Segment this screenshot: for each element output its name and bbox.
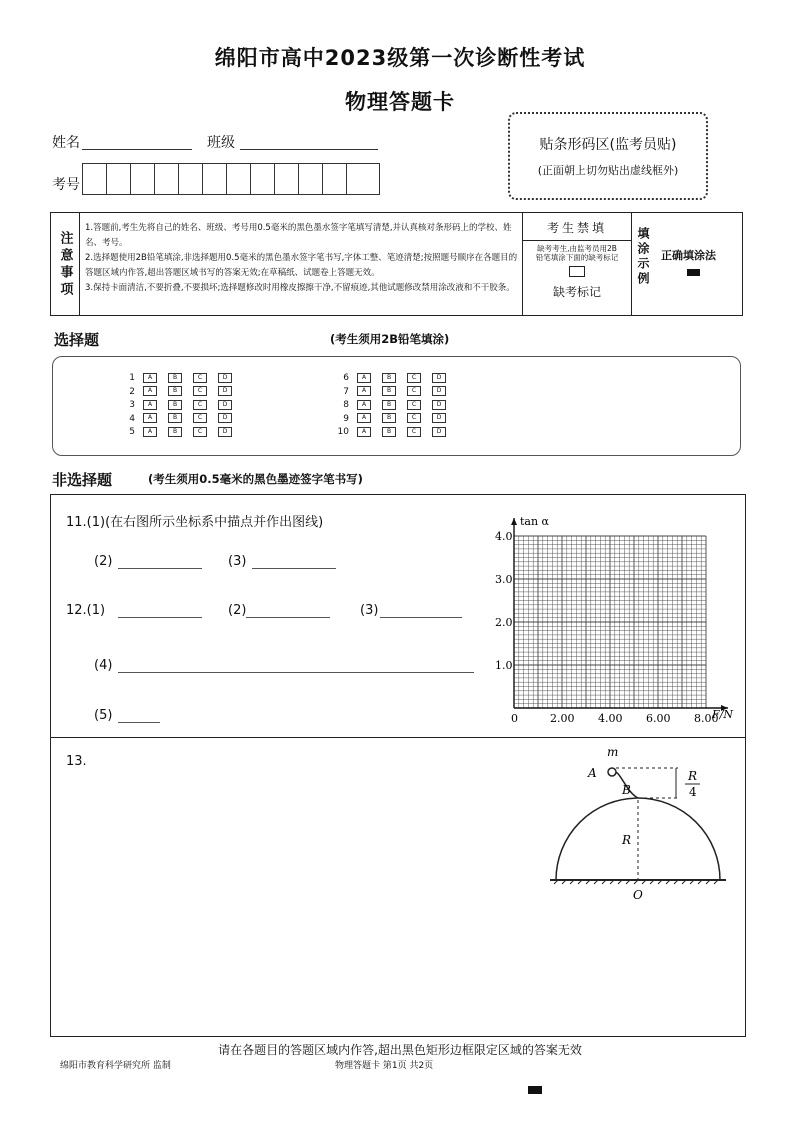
notice-item: 1.答题前,考生先将自己的姓名、班级、考号用0.5毫米的黑色墨水签字笔填写清楚,并认真核对条形码上的学校、姓名、考号。 [85, 223, 512, 248]
choice-row: 3 A B C D [121, 399, 243, 413]
label-b: B [622, 783, 631, 797]
footer-warning: 请在各题目的答题区域内作答,超出黑色矩形边框限定区域的答案无效 [218, 1043, 582, 1057]
bubble-c[interactable]: C [407, 427, 421, 437]
footer-page: 物理答题卡 第1页 共2页 [335, 1061, 434, 1071]
bubble-b[interactable]: B [382, 373, 396, 383]
bubble-c[interactable]: C [407, 400, 421, 410]
q12-part4-blank[interactable] [118, 657, 474, 673]
filled-mark-sample [687, 269, 700, 276]
bubble-d[interactable]: D [218, 400, 232, 410]
label-m: m [607, 745, 619, 759]
absent-note: 缺考考生,由监考员用2B铅笔填涂下面的缺考标记 [535, 244, 619, 262]
choice-row: 7 A B C D [335, 386, 457, 400]
q12-part2-label: (2) [228, 603, 247, 618]
bubble-d[interactable]: D [218, 427, 232, 437]
name-label: 姓名 [52, 135, 80, 151]
bubble-a[interactable]: A [143, 400, 157, 410]
bubble-b[interactable]: B [382, 427, 396, 437]
choice-row: 2 A B C D [121, 386, 243, 400]
ball-m [608, 768, 616, 776]
choice-answer-area [52, 356, 741, 456]
y-tick-label: 2.0 [495, 616, 513, 629]
y-tick-label: 4.0 [495, 530, 513, 543]
class-field[interactable] [240, 148, 378, 150]
bubble-a[interactable]: A [357, 386, 371, 396]
bubble-a[interactable]: A [143, 373, 157, 383]
label-r: R [622, 833, 632, 847]
bubble-d[interactable]: D [218, 386, 232, 396]
barcode-area [508, 112, 708, 200]
absent-cell [522, 213, 632, 315]
bubble-c[interactable]: C [407, 386, 421, 396]
notice-box [50, 212, 743, 316]
q12-part5-label: (5) [94, 708, 113, 723]
bubble-b[interactable]: B [168, 413, 182, 423]
bubble-c[interactable]: C [193, 400, 207, 410]
answer-sheet-title: 物理答题卡 [345, 90, 455, 114]
q12-part1-blank[interactable] [118, 602, 202, 618]
correct-fill-label: 正确填涂法 [661, 249, 716, 262]
choice-row: 9 A B C D [335, 413, 457, 427]
bubble-a[interactable]: A [357, 373, 371, 383]
choice-row: 6 A B C D [335, 372, 457, 386]
choice-instruction: (考生须用2B铅笔填涂) [330, 332, 450, 346]
exam-title: 绵阳市高中2023级第一次诊断性考试 [214, 46, 586, 70]
bubble-c[interactable]: C [407, 373, 421, 383]
fill-example-heading: 填涂示例 [636, 227, 650, 287]
exam-number-boxes[interactable] [82, 163, 380, 195]
label-r4-denominator: 4 [689, 785, 697, 799]
q12-part5-blank[interactable] [118, 707, 160, 723]
footer-org: 绵阳市教育科学研究所 监制 [60, 1061, 171, 1071]
bubble-a[interactable]: A [143, 427, 157, 437]
bubble-d[interactable]: D [218, 373, 232, 383]
choice-row: 4 A B C D [121, 413, 243, 427]
choice-row: 1 A B C D [121, 372, 243, 386]
x-tick-label: 0 [511, 712, 518, 725]
bubble-d[interactable]: D [432, 413, 446, 423]
notice-heading: 注意事项 [57, 231, 73, 299]
bubble-b[interactable]: B [168, 400, 182, 410]
q11-part1: 11.(1)(在右图所示坐标系中描点并作出图线) [66, 515, 324, 530]
q11-part3-label: (3) [228, 554, 247, 569]
bubble-b[interactable]: B [168, 427, 182, 437]
notice-item: 3.保持卡面清洁,不要折叠,不要损坏;选择题修改时用橡皮擦擦干净,不留痕迹,其他试题修改禁用涂改液和不干胶条。 [85, 283, 515, 293]
q12-part1-label: 12.(1) [66, 603, 106, 618]
q12-part2-blank[interactable] [246, 602, 330, 618]
q11-part2-blank[interactable] [118, 553, 202, 569]
absent-title: 考生禁填 [523, 219, 631, 241]
bubble-a[interactable]: A [357, 400, 371, 410]
y-tick-label: 3.0 [495, 573, 513, 586]
label-r4-numerator: R [688, 769, 698, 783]
bubble-c[interactable]: C [193, 427, 207, 437]
choice-row: 8 A B C D [335, 399, 457, 413]
bubble-b[interactable]: B [168, 386, 182, 396]
barcode-title: 贴条形码区(监考员贴) [539, 137, 677, 153]
absent-mark-label: 缺考标记 [552, 285, 601, 299]
q13-label: 13. [66, 754, 87, 769]
bubble-a[interactable]: A [357, 413, 371, 423]
label-o: O [633, 888, 643, 902]
barcode-note: (正面朝上切勿贴出虚线框外) [537, 164, 679, 177]
x-tick-label: 4.00 [598, 712, 623, 725]
bubble-c[interactable]: C [193, 386, 207, 396]
bubble-d[interactable]: D [218, 413, 232, 423]
choice-section-title: 选择题 [54, 331, 100, 349]
bubble-b[interactable]: B [168, 373, 182, 383]
bubble-c[interactable]: C [193, 413, 207, 423]
bubble-a[interactable]: A [143, 386, 157, 396]
y-axis-label: tan α [520, 515, 549, 528]
notice-item: 2.选择题使用2B铅笔填涂,非选择题用0.5毫米的黑色墨水签字笔书写,字体工整、笔迹清楚;按照题号顺序在各题目的答题区域内作答,超出答题区域书写的答案无效;在草稿纸、试题卷上答题无效。 [85, 253, 518, 278]
choice-column-left [121, 372, 243, 440]
class-label: 班级 [207, 135, 235, 151]
fill-example-heading-cell [635, 227, 653, 287]
bubble-d[interactable]: D [432, 427, 446, 437]
y-axis-arrow [511, 518, 517, 525]
nonchoice-section-title: 非选择题 [52, 471, 113, 489]
nonchoice-instruction: (考生须用0.5毫米的黑色墨迹签字笔书写) [148, 472, 363, 486]
bubble-d[interactable]: D [432, 386, 446, 396]
label-a: A [588, 766, 597, 780]
q12-part3-blank[interactable] [380, 602, 462, 618]
bubble-b[interactable]: B [382, 413, 396, 423]
absent-mark-box[interactable] [569, 266, 585, 277]
bubble-c[interactable]: C [193, 373, 207, 383]
x-tick-label: 8.00 [694, 712, 719, 725]
x-axis-label: F/N [712, 708, 733, 721]
y-tick-label: 1.0 [495, 659, 513, 672]
q11-part2-label: (2) [94, 554, 113, 569]
bubble-d[interactable]: D [432, 373, 446, 383]
bubble-d[interactable]: D [432, 400, 446, 410]
bubble-a[interactable]: A [357, 427, 371, 437]
bubble-c[interactable]: C [407, 413, 421, 423]
x-tick-label: 2.00 [550, 712, 575, 725]
bubble-b[interactable]: B [382, 386, 396, 396]
q13-figure [540, 742, 730, 907]
name-field[interactable] [82, 148, 192, 150]
q12-part4-label: (4) [94, 658, 113, 673]
bubble-a[interactable]: A [143, 413, 157, 423]
exam-number-label: 考号 [52, 177, 80, 193]
choice-column-right [335, 372, 457, 440]
choice-row: 10 A B C D [335, 426, 457, 440]
notice-text [85, 221, 521, 296]
bubble-b[interactable]: B [382, 400, 396, 410]
q12-part3-label: (3) [360, 603, 379, 618]
tan-alpha-force-chart[interactable] [490, 508, 742, 730]
notice-heading-cell [51, 213, 80, 315]
alignment-mark [528, 1086, 542, 1094]
choice-row: 5 A B C D [121, 426, 243, 440]
q11-part3-blank[interactable] [252, 553, 336, 569]
x-tick-label: 6.00 [646, 712, 671, 725]
